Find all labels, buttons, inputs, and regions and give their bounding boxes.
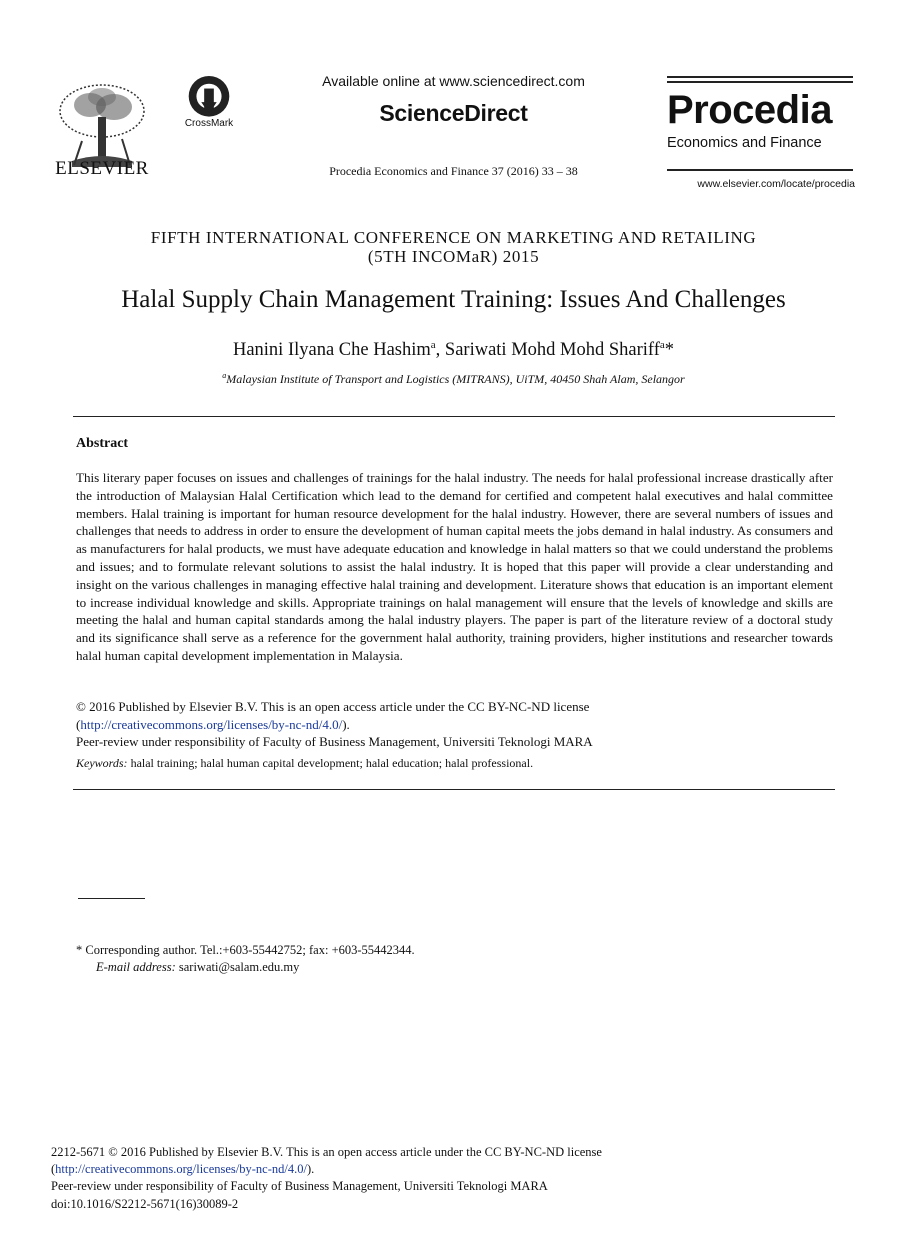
publication-footer <box>51 1144 851 1213</box>
email-line <box>76 959 833 976</box>
email-label: E-mail address: <box>96 960 176 974</box>
affiliation-text: Malaysian Institute of Transport and Logistics (MITRANS), UiTM, 40450 Shah Alam, Selangor <box>226 372 685 386</box>
license-statement: © 2016 Published by Elsevier B.V. This is an open access article under the CC BY-NC-ND license <box>76 699 590 714</box>
available-online-text: Available online at www.sciencedirect.com <box>322 73 585 89</box>
affiliation-marker: a <box>222 371 227 380</box>
section-divider <box>73 789 835 790</box>
license-link[interactable]: http://creativecommons.org/licenses/by-nc-nd/4.0/ <box>55 1162 307 1177</box>
section-divider <box>73 416 835 417</box>
license-link[interactable]: http://creativecommons.org/licenses/by-nc-nd/4.0/ <box>80 716 343 732</box>
peer-review-statement: Peer-review under responsibility of Faculty of Business Management, Universiti Teknologi MARA <box>51 1179 548 1194</box>
affiliation <box>0 371 907 387</box>
issn-license-line: 2212-5671 © 2016 Published by Elsevier B.V. This is an open access article under the CC BY-NC-ND license <box>51 1145 602 1159</box>
keywords-list: halal training; halal human capital development; halal education; halal professional. <box>127 756 534 770</box>
abstract-body: This literary paper focuses on issues and challenges of trainings for the halal industry. The needs for halal professional increase drastically after the introduction of Malaysian Halal Certification which lead to the demand for certified and competent halal executives and halal committee members. Halal training is important for human resource development for the halal industry. However, there are several numbers of issues and challenges that needs to address in order to ensure the development of human capital meets the jobs demand in halal industry. As consumers and as manufacturers for halal products, we must have adequate education and knowledge in halal matters so that we could understand the problems and issues; and to formulate relevant solutions to assist the halal industry. It is hoped that this paper will provide a clear understanding and insight on the various challenges in managing effective halal training and development. Literature shows that education is an important element to increase individual knowledge and skills. Appropriate trainings on halal management will ensure that the levels of knowledge and skills are meeting the halal and human capital standards among the halal industry players. The paper is part of the literature review of a doctoral study and its significance shall serve as a reference for the government halal authority, training providers, higher institutions and researcher towards halal human capital development implementation in Malaysia. <box>76 470 833 663</box>
license-url-line <box>51 1161 851 1178</box>
procedia-masthead <box>667 76 853 151</box>
license-block <box>76 698 833 751</box>
peer-review-statement: Peer-review under responsibility of Faculty of Business Management, Universiti Teknologi MARA <box>76 734 593 749</box>
license-url-line <box>76 716 833 734</box>
doi[interactable]: doi:10.1016/S2212-5671(16)30089-2 <box>51 1196 239 1211</box>
paper-title: Halal Supply Chain Management Training: Issues And Challenges <box>121 286 786 313</box>
journal-citation: Procedia Economics and Finance 37 (2016) 33 – 38 <box>329 164 578 178</box>
paren: ( <box>51 1162 56 1177</box>
corresponding-marker: * <box>664 340 675 361</box>
affiliation-marker: a <box>430 339 436 351</box>
conference-name <box>60 228 847 266</box>
author-list <box>0 339 907 361</box>
masthead-rule <box>667 76 853 78</box>
masthead-rule <box>667 169 853 171</box>
elsevier-wordmark: ELSEVIER <box>55 158 149 179</box>
affiliation-marker: a <box>659 339 665 351</box>
paren: ( <box>76 716 81 732</box>
paren: ). <box>306 1162 315 1177</box>
abstract-heading: Abstract <box>76 436 129 451</box>
masthead-rule <box>667 81 853 83</box>
journal-url-link[interactable]: www.elsevier.com/locate/procedia <box>697 178 855 190</box>
paren: ). <box>342 716 350 732</box>
conference-line: FIFTH INTERNATIONAL CONFERENCE ON MARKETING AND RETAILING <box>150 228 757 247</box>
keywords-label: Keywords: <box>76 756 128 770</box>
corresponding-author-note: * Corresponding author. Tel.:+603-55442752; fax: +603-55442344. <box>76 943 415 957</box>
keywords <box>76 756 833 771</box>
author-separator: , <box>435 340 445 361</box>
footnote <box>76 942 833 976</box>
author-name: Sariwati Mohd Mohd Shariff <box>444 340 660 361</box>
author-name: Hanini Ilyana Che Hashim <box>232 340 431 361</box>
conference-line: (5TH INCOMaR) 2015 <box>367 247 540 266</box>
sciencedirect-logo[interactable]: ScienceDirect <box>379 100 528 126</box>
procedia-logo: Procedia <box>667 88 832 132</box>
email-address[interactable]: sariwati@salam.edu.my <box>175 960 300 974</box>
crossmark-label: CrossMark <box>184 118 234 129</box>
footnote-rule <box>78 898 145 899</box>
journal-subtitle: Economics and Finance <box>667 135 822 151</box>
